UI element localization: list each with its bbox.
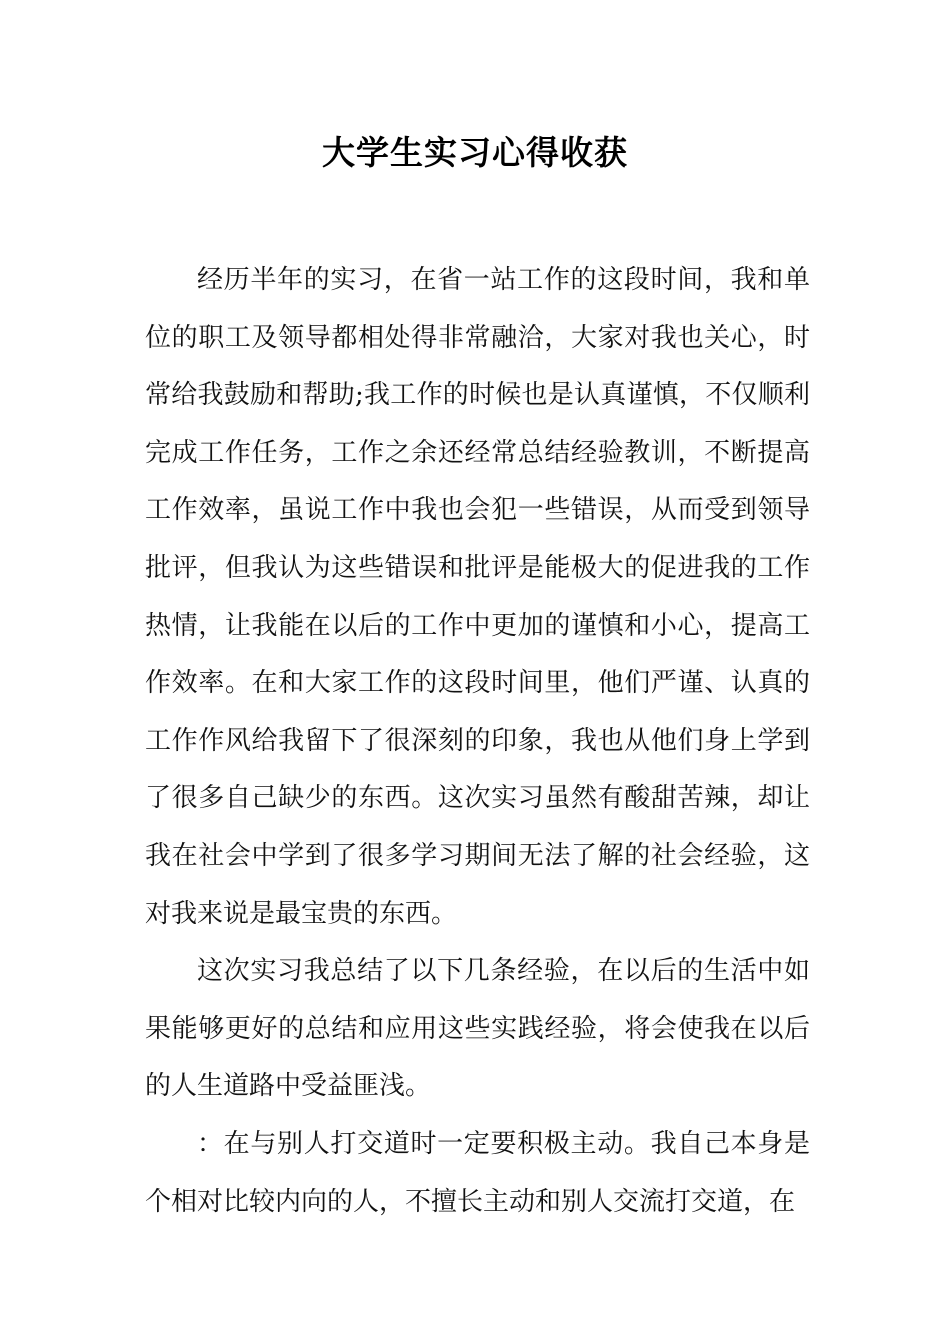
document-title: 大学生实习心得收获 [322,133,628,172]
paragraph-2: 这次实习我总结了以下几条经验，在以后的生活中如果能够更好的总结和应用这些实践经验，将会使我在以后的人生道路中受益匪浅。 [145,956,810,1102]
paragraph-3: ：在与别人打交道时一定要积极主动。我自己本身是个相对比较内向的人，不擅长主动和别人交流打交道，在 [145,1128,810,1217]
document-body [145,252,810,1231]
paragraph-1: 经历半年的实习，在省一站工作的这段时间，我和单位的职工及领导都相处得非常融洽，大家对我也关心，时常给我鼓励和帮助;我工作的时候也是认真谨慎，不仅顺利完成工作任务，工作之余还经常总结经验教训，不断提高工作效率，虽说工作中我也会犯一些错误，从而受到领导批评，但我认为这些错误和批评是能极大的促进我的工作热情，让我能在以后的工作中更加的谨慎和小心，提高工作效率。在和大家工作的这段时间里，他们严谨、认真的工作作风给我留下了很深刻的印象，我也从他们身上学到了很多自己缺少的东西。这次实习虽然有酸甜苦辣，却让我在社会中学到了很多学习期间无法了解的社会经验，这对我来说是最宝贵的东西。 [145,265,810,929]
